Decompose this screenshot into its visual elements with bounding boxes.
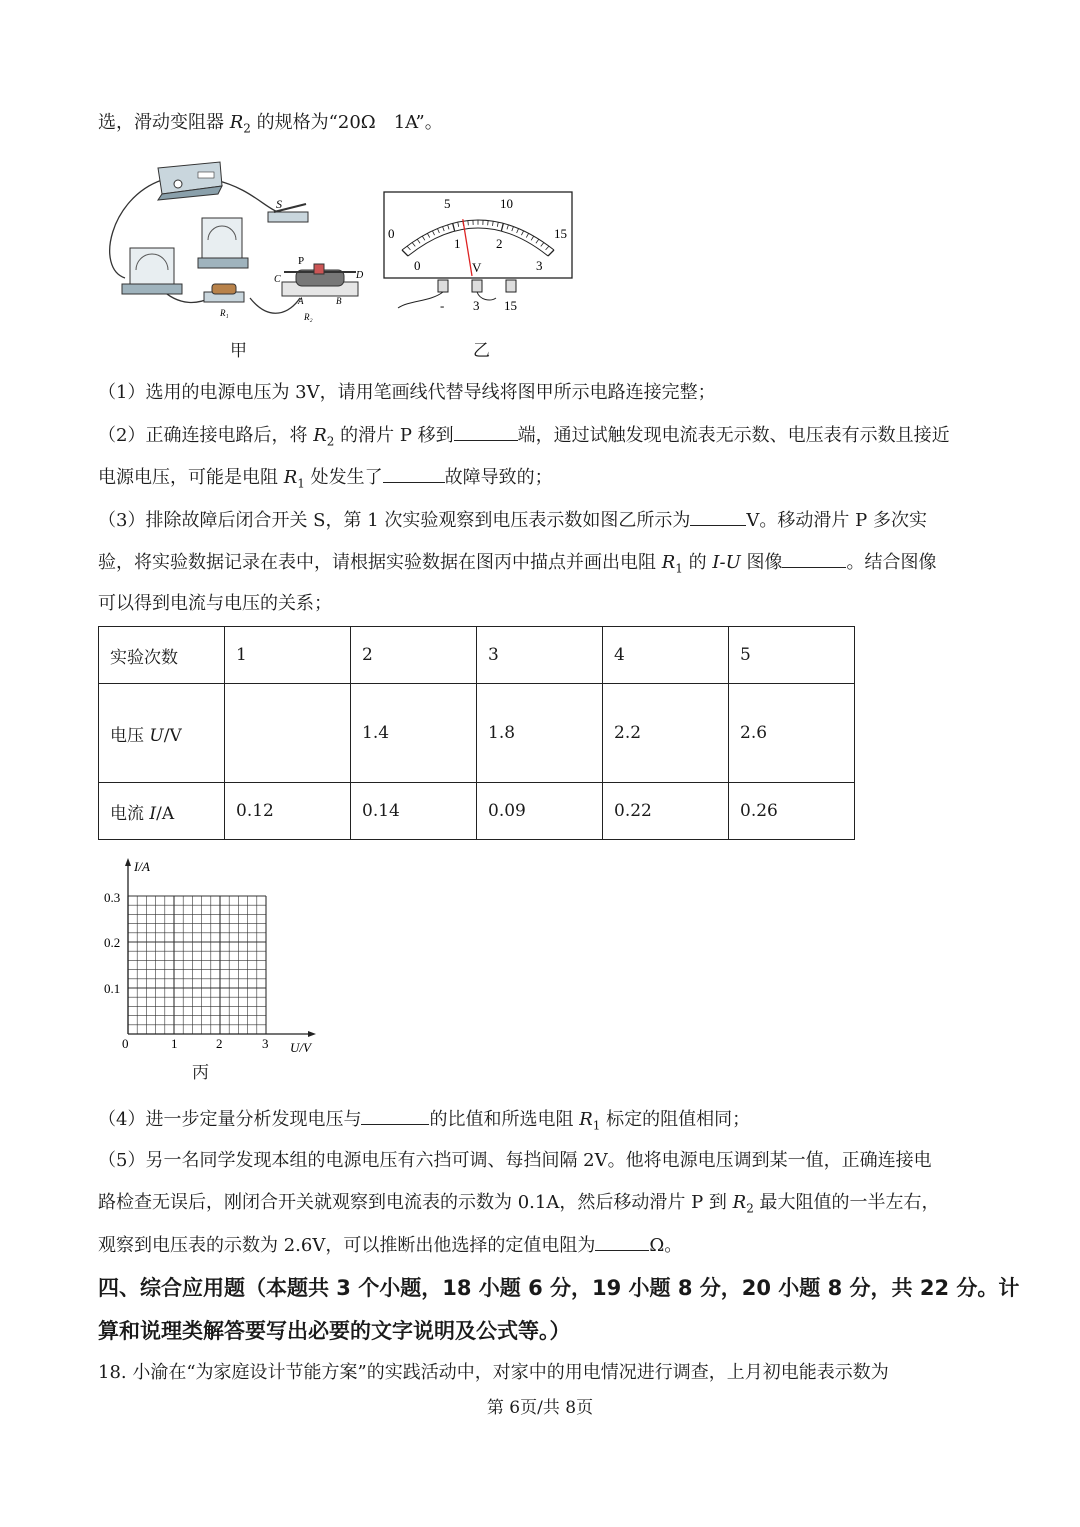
svg-text:P: P [298,255,305,267]
question-3-line3: 可以得到电流与电压的关系； [98,593,332,614]
terminal-15-icon [504,280,517,313]
answer-blank-2a[interactable] [454,422,518,441]
rheostat-icon [274,255,364,322]
table-cell: 0.26 [729,783,855,840]
lower-scale-2: 2 [496,236,503,251]
question-2-line1: （2）正确连接电路后，将 $R_2$ 的滑片 P 移到 端，通过试触发现电流表无示数、电压表有示数且接近 [98,422,950,455]
table-cell: 1.4 [351,684,477,783]
svg-text:S: S [276,197,282,211]
lower-scale-3: 3 [536,258,543,273]
intro-line: 选，滑动变阻器 $R_2$ 的规格为“20Ω 1A”。 [98,112,443,136]
table-cell: 4 [603,627,729,684]
svg-text:-: - [440,298,445,313]
svg-text:A: A [298,296,304,306]
graph-grid [128,896,266,1034]
y-tick-0.3: 0.3 [104,890,121,905]
table-row-trials [99,627,855,684]
figure-yi-caption: 乙 [473,341,490,361]
figure-jia-caption: 甲 [230,341,247,361]
upper-scale-15: 15 [554,226,567,241]
svg-text:C: C [274,274,281,285]
table-cell[interactable] [225,684,351,783]
svg-text:D: D [356,270,364,281]
question-3-line2: 验，将实验数据记录在表中，请根据实验数据在图丙中描点并画出电阻 $R_1$ 的 I-U 图像 。结合图像 [98,549,936,582]
question-5-line3: 观察到电压表的示数为 2.6V，可以推断出他选择的定值电阻为 Ω。 [98,1232,682,1259]
upper-scale-5: 5 [444,196,451,211]
ammeter-icon [122,248,182,294]
table-cell: 1 [225,627,351,684]
iu-graph-figure-bing [98,856,338,1056]
upper-scale-10: 10 [500,196,513,211]
x-tick-3: 3 [262,1036,269,1051]
table-cell: 0.14 [351,783,477,840]
answer-blank-2b[interactable] [383,464,445,483]
table-row-voltage [99,684,855,783]
dial-unit: V [472,260,482,275]
y-tick-0.2: 0.2 [104,935,121,950]
question-2-line2: 电源电压，可能是电阻 $R_1$ 处发生了 故障导致的； [98,464,553,497]
voltmeter-icon [198,218,248,268]
resistor-r1-icon [204,284,244,318]
section-4-heading-line1: 四、综合应用题（本题共 3 个小题，18 小题 6 分，19 小题 8 分，20 小题 8 分，共 22 分。计 [98,1276,1020,1300]
table-row-current [99,783,855,840]
power-supply-icon [158,162,222,200]
question-4: （4）进一步定量分析发现电压与 的比值和所选电阻 $R_1$ 标定的阻值相同； [98,1106,750,1139]
x-tick-1: 1 [171,1036,178,1051]
figure-bing-caption: 丙 [192,1063,209,1083]
svg-text:R₂: R₂ [304,312,313,322]
svg-text:15: 15 [504,298,517,313]
answer-blank-3a[interactable] [690,507,746,526]
terminal-negative-icon [438,280,448,313]
svg-text:R₁: R₁ [220,308,229,318]
row-header-current: 电流 I/A [99,783,225,840]
y-tick-0.1: 0.1 [104,981,121,996]
table-cell: 3 [477,627,603,684]
question-5-line1: （5）另一名同学发现本组的电源电压有六挡可调、每挡间隔 2V。他将电源电压调到某一值，正确连接电 [98,1150,932,1171]
row-header-voltage: 电压 U/V [99,684,225,783]
page-footer: 第 6页/共 8页 [486,1398,594,1418]
section-4-heading-line2: 算和说理类解答要写出必要的文字说明及公式等。） [98,1319,571,1343]
table-cell: 2 [351,627,477,684]
question-18: 18. 小渝在“为家庭设计节能方案”的实践活动中，对家中的用电情况进行调查，上月初电能表示数为 [98,1362,889,1383]
answer-blank-4[interactable] [361,1106,429,1125]
question-5-line2: 路检查无误后，刚闭合开关就观察到电流表的示数为 0.1A，然后移动滑片 P 到 $R_2$ 最大阻值的一半左右， [98,1192,940,1216]
question-1: （1）选用的电源电压为 3V，请用笔画线代替导线将图甲所示电路连接完整； [98,382,716,403]
y-axis-label: I/A [134,859,150,874]
question-3-line1: （3）排除故障后闭合开关 S，第 1 次实验观察到电压表示数如图乙所示为 V。移动滑片 P 多次实 [98,507,927,534]
answer-blank-3b[interactable] [782,549,846,568]
table-cell: 0.12 [225,783,351,840]
lower-scale-0: 0 [414,258,421,273]
data-table [98,626,855,840]
table-cell: 0.22 [603,783,729,840]
svg-text:B: B [336,296,342,306]
answer-blank-5[interactable] [595,1232,649,1251]
x-axis-label: U/V [290,1040,311,1055]
lower-scale-1: 1 [454,236,461,251]
x-tick-0: 0 [122,1036,129,1051]
table-cell: 1.8 [477,684,603,783]
voltmeter-dial-figure-yi [380,190,580,320]
circuit-figure-jia [100,158,370,333]
x-tick-2: 2 [216,1036,223,1051]
table-cell: 0.09 [477,783,603,840]
table-cell: 2.2 [603,684,729,783]
row-header-trial: 实验次数 [99,627,225,684]
table-cell: 2.6 [729,684,855,783]
svg-text:3: 3 [473,298,480,313]
table-cell: 5 [729,627,855,684]
upper-scale-0: 0 [388,226,395,241]
